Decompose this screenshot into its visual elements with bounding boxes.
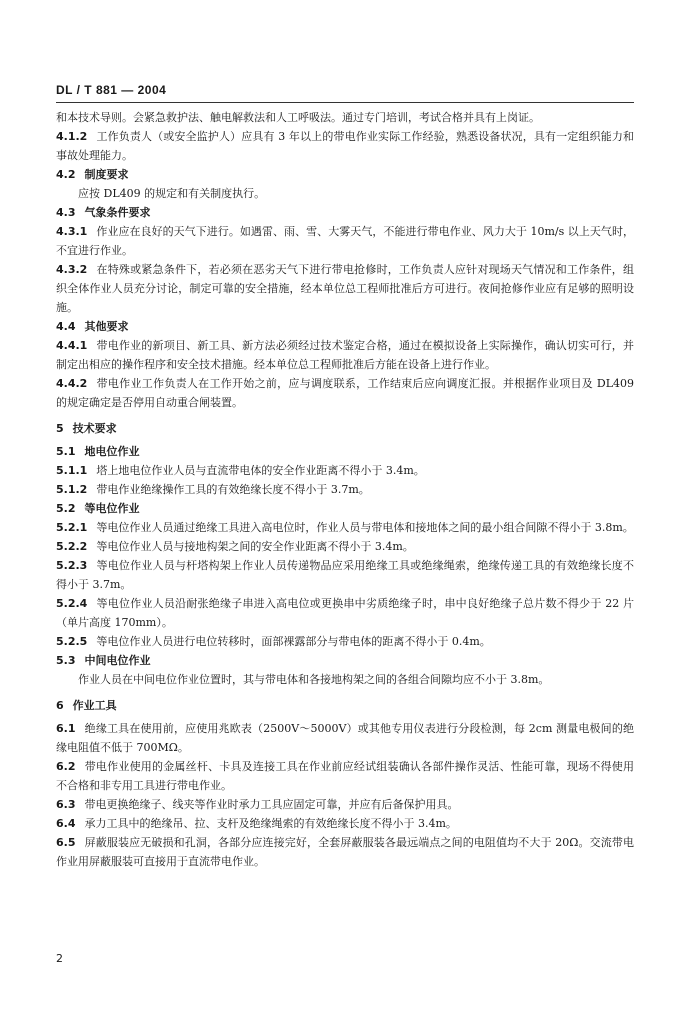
clause-text: 制度要求: [84, 168, 129, 181]
paragraph: [56, 480, 634, 499]
clause-text: 作业工具: [72, 699, 117, 712]
paragraph: [56, 336, 634, 374]
clause-number: 5.1.2: [56, 483, 88, 496]
chapter-heading: [56, 696, 634, 715]
clause-number: 4.4: [56, 320, 76, 333]
clause-text: 带电作业使用的金属丝杆、卡具及连接工具在作业前应经试组装确认各部件操作灵活、性能可靠，现场不得使用不合格和非专用工具进行带电作业。: [56, 760, 634, 792]
clause-text: 和本技术导则。会紧急救护法、触电解救法和人工呼吸法。通过专门培训，考试合格并具有上岗证。: [56, 111, 540, 124]
clause-text: 等电位作业人员与杆塔构架上作业人员传递物品应采用绝缘工具或绝缘绳索，绝缘传递工具的有效绝缘长度不得小于 3.7m。: [56, 559, 634, 591]
clause-number: 4.4.2: [56, 377, 88, 390]
clause-number: 6.4: [56, 817, 76, 830]
clause-number: 6.1: [56, 722, 76, 735]
clause-text: 在特殊或紧急条件下，若必须在恶劣天气下进行带电抢修时，工作负责人应针对现场天气情况和工作条件，组织全体作业人员充分讨论，制定可靠的安全措施，经本单位总工程师批准后方可进行。夜间抢修作业应有足够的照明设施。: [56, 263, 634, 314]
paragraph: [56, 814, 634, 833]
paragraph: [56, 518, 634, 537]
paragraph: [56, 461, 634, 480]
clause-text: 屏蔽服装应无破损和孔洞，各部分应连接完好，全套屏蔽服装各最远端点之间的电阻值均不大于 20Ω。交流带电作业用屏蔽服装可直接用于直流带电作业。: [56, 836, 634, 868]
clause-number: 5: [56, 422, 64, 435]
paragraph: [56, 670, 634, 689]
paragraph: [56, 757, 634, 795]
section-heading: [56, 203, 634, 222]
clause-number: 6.3: [56, 798, 76, 811]
clause-text: 带电更换绝缘子、线夹等作业时承力工具应固定可靠，并应有后备保护用具。: [84, 798, 459, 811]
clause-number: 4.4.1: [56, 339, 88, 352]
page-number: 2: [56, 952, 63, 965]
clause-number: 4.3: [56, 206, 76, 219]
header-rule: [56, 102, 634, 103]
paragraph: [56, 108, 634, 127]
paragraph: [56, 222, 634, 260]
section-heading: [56, 651, 634, 670]
document-body: [56, 108, 634, 871]
clause-number: 6: [56, 699, 64, 712]
paragraph: [56, 556, 634, 594]
paragraph: [56, 184, 634, 203]
clause-text: 承力工具中的绝缘吊、拉、支杆及绝缘绳索的有效绝缘长度不得小于 3.4m。: [84, 817, 457, 830]
clause-number: 5.2.3: [56, 559, 88, 572]
clause-text: 作业人员在中间电位作业位置时，其与带电体和各接地构架之间的各组合间隙均应不小于 3.8m。: [78, 673, 550, 686]
clause-text: 等电位作业人员通过绝缘工具进入高电位时，作业人员与带电体和接地体之间的最小组合间隙不得小于 3.8m。: [96, 521, 634, 534]
clause-number: 4.2: [56, 168, 76, 181]
clause-text: 等电位作业人员沿耐张绝缘子串进入高电位或更换串中劣质绝缘子时，串中良好绝缘子总片数不得少于 22 片（单片高度 170mm）。: [56, 597, 634, 629]
clause-number: 5.2: [56, 502, 76, 515]
clause-text: 等电位作业人员进行电位转移时，面部裸露部分与带电体的距离不得小于 0.4m。: [96, 635, 491, 648]
clause-text: 工作负责人（或安全监护人）应具有 3 年以上的带电作业实际工作经验，熟悉设备状况，具有一定组织能力和事故处理能力。: [56, 130, 634, 162]
clause-text: 带电作业工作负责人在工作开始之前，应与调度联系，工作结束后应向调度汇报。并根据作业项目及 DL409 的规定确定是否停用自动重合闸装置。: [56, 377, 634, 409]
clause-text: 绝缘工具在使用前，应使用兆欧表（2500V～5000V）或其他专用仪表进行分段检测，每 2cm 测量电极间的绝缘电阻值不低于 700MΩ。: [56, 722, 634, 754]
clause-text: 技术要求: [72, 422, 117, 435]
clause-text: 塔上地电位作业人员与直流带电体的安全作业距离不得小于 3.4m。: [96, 464, 425, 477]
clause-number: 4.1.2: [56, 130, 88, 143]
clause-text: 气象条件要求: [84, 206, 151, 219]
clause-text: 应按 DL409 的规定和有关制度执行。: [78, 187, 266, 200]
clause-text: 地电位作业: [84, 445, 140, 458]
section-heading: [56, 499, 634, 518]
paragraph: [56, 632, 634, 651]
clause-number: 6.5: [56, 836, 76, 849]
clause-number: 5.3: [56, 654, 76, 667]
chapter-heading: [56, 419, 634, 438]
clause-number: 5.2.5: [56, 635, 88, 648]
clause-number: 4.3.2: [56, 263, 88, 276]
clause-text: 等电位作业: [84, 502, 140, 515]
clause-text: 作业应在良好的天气下进行。如遇雷、雨、雪、大雾天气，不能进行带电作业、风力大于 10m/s 以上天气时，不宜进行作业。: [56, 225, 634, 257]
paragraph: [56, 795, 634, 814]
clause-number: 5.2.1: [56, 521, 88, 534]
clause-number: 5.1: [56, 445, 76, 458]
paragraph: [56, 719, 634, 757]
paragraph: [56, 594, 634, 632]
clause-number: 5.2.2: [56, 540, 88, 553]
clause-text: 带电作业的新项目、新工具、新方法必须经过技术鉴定合格，通过在模拟设备上实际操作，确认切实可行，并制定出相应的操作程序和安全技术措施。经本单位总工程师批准后方能在设备上进行作业。: [56, 339, 634, 371]
paragraph: [56, 127, 634, 165]
clause-number: 5.1.1: [56, 464, 88, 477]
clause-text: 等电位作业人员与接地构架之间的安全作业距离不得小于 3.4m。: [96, 540, 414, 553]
section-heading: [56, 165, 634, 184]
paragraph: [56, 833, 634, 871]
paragraph: [56, 260, 634, 317]
clause-text: 其他要求: [84, 320, 129, 333]
clause-text: 中间电位作业: [84, 654, 151, 667]
clause-text: 带电作业绝缘操作工具的有效绝缘长度不得小于 3.7m。: [96, 483, 370, 496]
clause-number: 6.2: [56, 760, 76, 773]
paragraph: [56, 374, 634, 412]
clause-number: 4.3.1: [56, 225, 88, 238]
paragraph: [56, 537, 634, 556]
clause-number: 5.2.4: [56, 597, 88, 610]
standard-code-header: DL / T 881 — 2004: [56, 83, 167, 97]
section-heading: [56, 442, 634, 461]
section-heading: [56, 317, 634, 336]
